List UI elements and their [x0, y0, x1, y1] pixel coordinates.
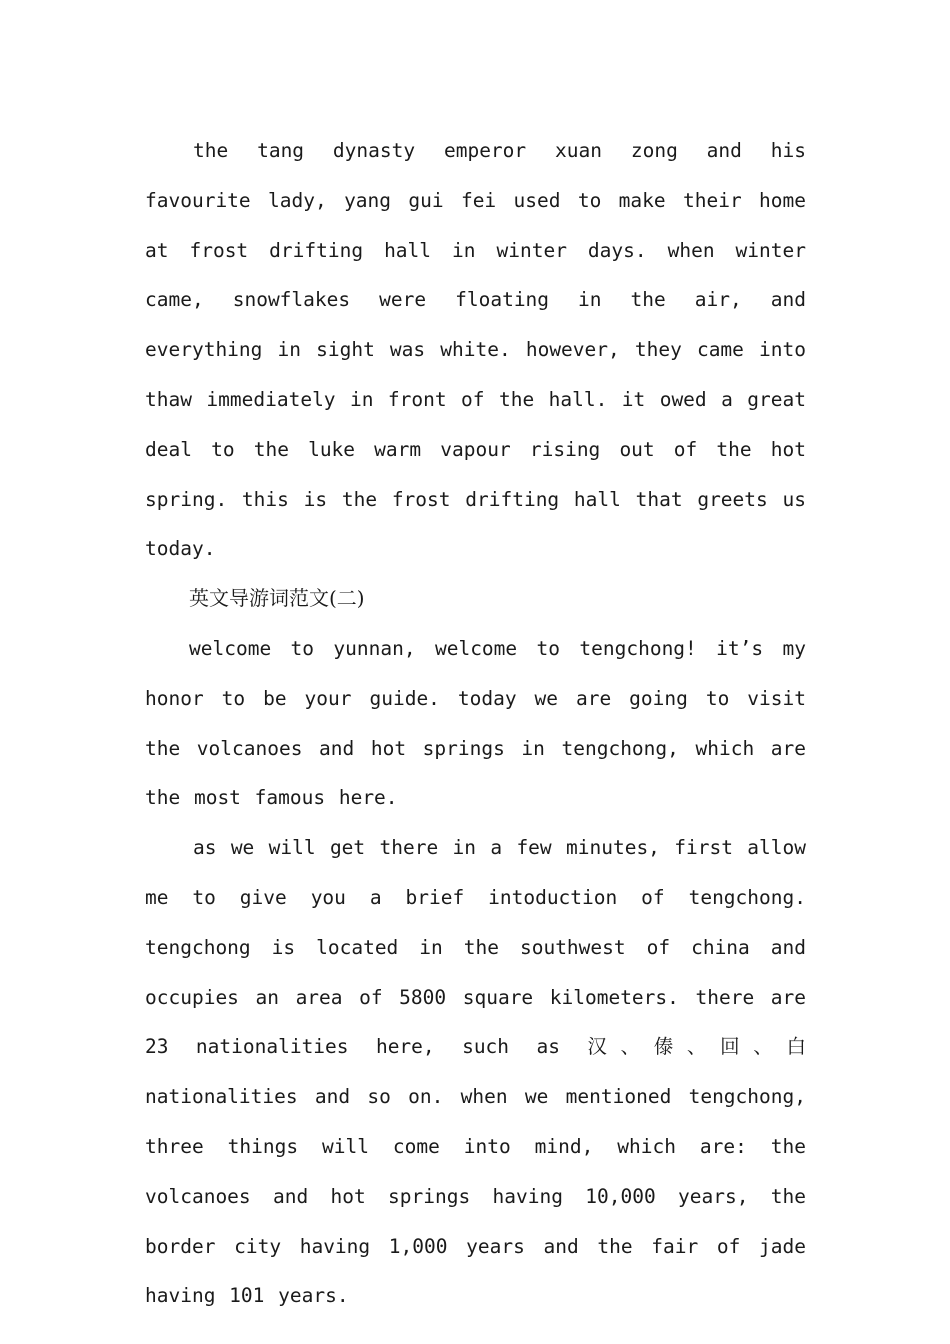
- paragraph-welcome: welcome to yunnan, welcome to tengchong! it’s my honor to be your guide. today we are going to visit the volcanoes and hot springs in tengchong, which are the most famous here.: [145, 636, 806, 810]
- section-heading: 英文导游词范文(二): [189, 586, 365, 611]
- paragraph-tengchong-intro: as we will get there in a few minutes, first allow me to give you a brief intoduction of tengchong. tengchong is located in the southwest of china and occupies an area of 5800 square kilometers. there are 23 nationalities here, such as 汉、傣、回、白 nationalities and so on. when we mentioned tengchong, three things will come into mind, which are: the volcanoes and hot springs having 10,000 years, the border city having 1,000 years and the fair of jade having 101 years.: [145, 836, 806, 1308]
- paragraph-frost-drifting-hall: the tang dynasty emperor xuan zong and his favourite lady, yang gui fei used to make their home at frost drifting hall in winter days. when winter came, snowflakes were floating in the air, and everything in sight was white. however, they came into thaw immediately in front of the hall. it owed a great deal to the luke warm vapour rising out of the hot spring. this is the frost drifting hall that greets us today.: [145, 139, 806, 561]
- document-body: [145, 126, 806, 1321]
